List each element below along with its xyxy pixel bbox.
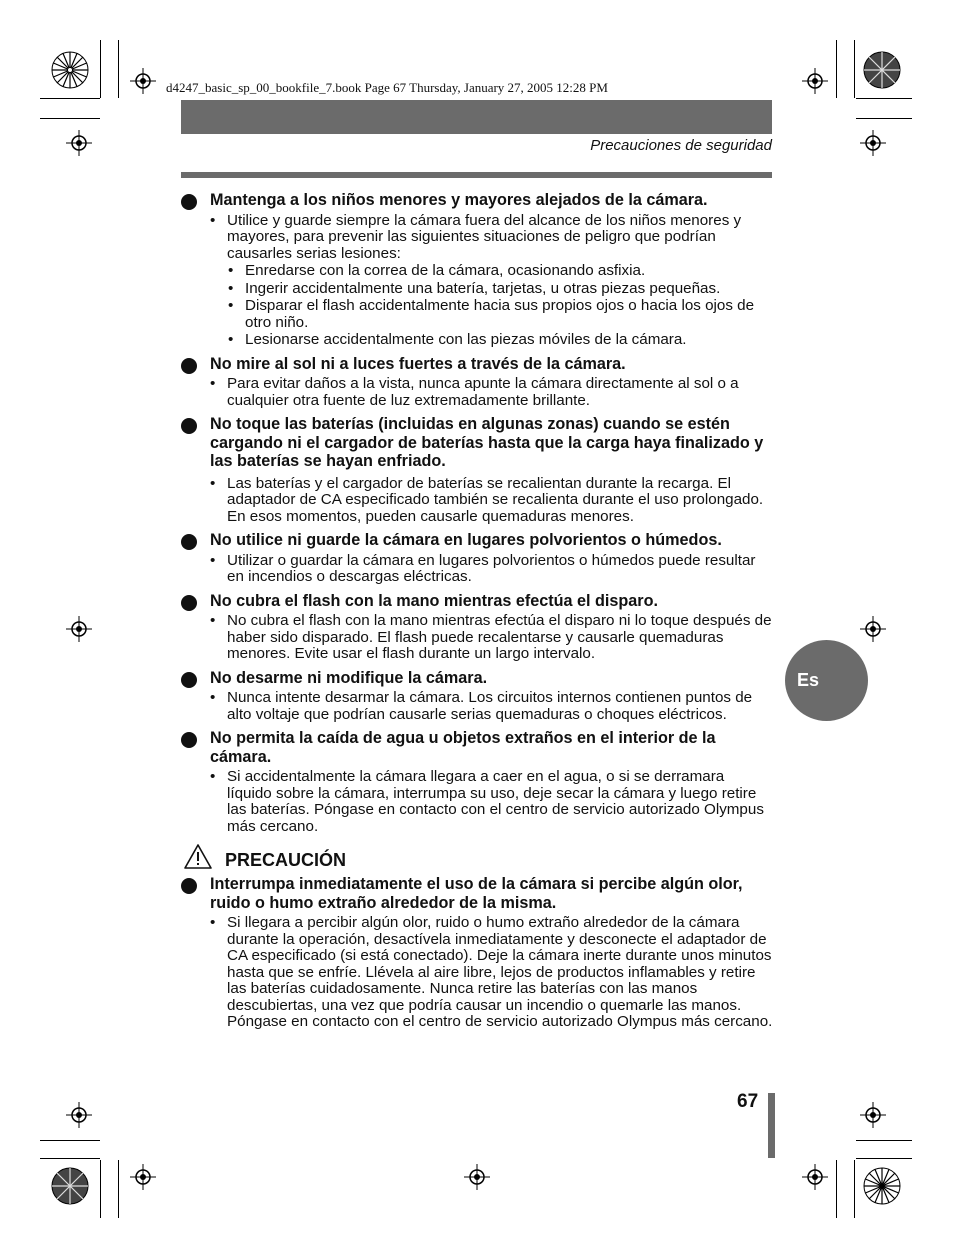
section-heading: No permita la caída de agua u objetos extraños en el interior de la cámara.	[181, 729, 773, 766]
print-header: d4247_basic_sp_00_bookfile_7.book Page 67 Thursday, January 27, 2005 12:28 PM	[166, 80, 608, 95]
section-heading: No utilice ni guarde la cámara en lugares polvorientos o húmedos.	[181, 531, 773, 550]
bullet-item: • Utilice y guarde siempre la cámara fuera del alcance de los niños menores y mayores, para prevenir las siguientes situaciones de peligro que podrían causarles serias lesiones:	[181, 213, 773, 263]
crop-mark	[40, 1158, 100, 1159]
bullet-dot-icon	[181, 194, 197, 210]
crop-mark	[854, 40, 855, 98]
bullet-dot-icon	[181, 672, 197, 688]
bullet-dot-icon	[181, 732, 197, 748]
crop-mark	[100, 1160, 101, 1218]
starburst-target-icon	[50, 50, 90, 90]
registration-mark-icon	[860, 1102, 886, 1128]
section-heading: No mire al sol ni a luces fuertes a través de la cámara.	[181, 355, 773, 374]
bullet-dot-icon	[181, 878, 197, 894]
crop-mark	[40, 98, 100, 99]
registration-mark-icon	[464, 1164, 490, 1190]
bullet-item: • Para evitar daños a la vista, nunca apunte la cámara directamente al sol o a cualquier otra fuente de luz extremadamente brillante.	[181, 376, 773, 409]
starburst-target-icon	[862, 50, 902, 90]
section-heading: Interrumpa inmediatamente el uso de la cámara si percibe algún olor, ruido o humo extraño alrededor de la misma.	[181, 875, 773, 912]
header-rule	[181, 172, 772, 178]
crop-mark	[118, 1160, 119, 1218]
bullet-item: • Si llegara a percibir algún olor, ruido o humo extraño alrededor de la cámara durante la operación, desactívela inmediatamente y desconecte el adaptador de CA especificado (si está conectado). Deje la cámara inerte durante unos minutos hasta que se enfríe. Llévela al aire libre, lejos de productos inflamables y retire las baterías cuidadosamente. Nunca retire las baterías con las manos descubiertas, una vez que podría causar un incendio o quemarle las manos. Póngase en contacto con el centro de servicio autorizado Olympus más cercano.	[181, 915, 773, 1031]
sub-bullet-item: • Lesionarse accidentalmente con las piezas móviles de la cámara.	[181, 332, 773, 349]
registration-mark-icon	[66, 1102, 92, 1128]
registration-mark-icon	[802, 1164, 828, 1190]
registration-mark-icon	[860, 130, 886, 156]
header-band	[181, 100, 772, 134]
crop-mark	[856, 118, 912, 119]
bullet-item: • Utilizar o guardar la cámara en lugares polvorientos o húmedos puede resultar en incendios o descargas eléctricas.	[181, 553, 773, 586]
crop-mark	[836, 1160, 837, 1218]
page-number: 67	[737, 1091, 759, 1112]
bullet-dot-icon	[181, 534, 197, 550]
starburst-target-icon	[50, 1166, 90, 1206]
bullet-item: • Si accidentalmente la cámara llegara a caer en el agua, o si se derramara líquido sobre la cámara, interrumpa su uso, deje secar la cámara y luego retire las baterías. Póngase en contacto con el centro de servicio autorizado Olympus más cercano.	[181, 769, 773, 835]
starburst-target-icon	[862, 1166, 902, 1206]
sub-bullet-item: • Ingerir accidentalmente una batería, tarjetas, u otras piezas pequeñas.	[181, 281, 773, 298]
sub-bullet-item: • Enredarse con la correa de la cámara, ocasionando asfixia.	[181, 263, 773, 280]
registration-mark-icon	[66, 130, 92, 156]
crop-mark	[856, 98, 912, 99]
language-tab: Es	[785, 640, 868, 721]
bullet-dot-icon	[181, 595, 197, 611]
crop-mark	[856, 1158, 912, 1159]
registration-mark-icon	[860, 616, 886, 642]
section-heading: Mantenga a los niños menores y mayores alejados de la cámara.	[181, 191, 773, 210]
crop-mark	[836, 40, 837, 98]
crop-mark	[40, 118, 100, 119]
registration-mark-icon	[66, 616, 92, 642]
crop-mark	[856, 1140, 912, 1141]
crop-mark	[118, 40, 119, 98]
page-number-bar	[768, 1093, 775, 1158]
section-heading: No desarme ni modifique la cámara.	[181, 669, 773, 688]
crop-mark	[854, 1160, 855, 1218]
section-heading: No cubra el flash con la mano mientras efectúa el disparo.	[181, 592, 773, 611]
crop-mark	[40, 1140, 100, 1141]
caution-title: PRECAUCIÓN	[181, 849, 773, 871]
registration-mark-icon	[802, 68, 828, 94]
registration-mark-icon	[130, 68, 156, 94]
bullet-item: • Nunca intente desarmar la cámara. Los circuitos internos contienen puntos de alto voltaje que podrían causarle serias quemaduras o choques eléctricos.	[181, 690, 773, 723]
bullet-dot-icon	[181, 358, 197, 374]
bullet-item: • No cubra el flash con la mano mientras efectúa el disparo ni lo toque después de haber sido disparado. El flash puede recalentarse y causarle quemaduras menores. Evite usar el flash durante un largo intervalo.	[181, 613, 773, 663]
warning-triangle-icon	[183, 843, 213, 870]
registration-mark-icon	[130, 1164, 156, 1190]
bullet-dot-icon	[181, 418, 197, 434]
sub-bullet-item: • Disparar el flash accidentalmente hacia sus propios ojos o hacia los ojos de otro niño.	[181, 298, 773, 331]
section-heading: No toque las baterías (incluidas en algunas zonas) cuando se estén cargando ni el cargador de baterías hasta que la carga haya finalizado y las baterías se hayan enfriado.	[181, 415, 773, 471]
crop-mark	[100, 40, 101, 98]
page-content	[181, 188, 773, 1031]
bullet-item: • Las baterías y el cargador de baterías se recalientan durante la recarga. El adaptador de CA especificado también se recalienta durante el uso prolongado. En esos momentos, pueden causarle quemaduras menores.	[181, 476, 773, 526]
running-title: Precauciones de seguridad	[590, 137, 772, 154]
